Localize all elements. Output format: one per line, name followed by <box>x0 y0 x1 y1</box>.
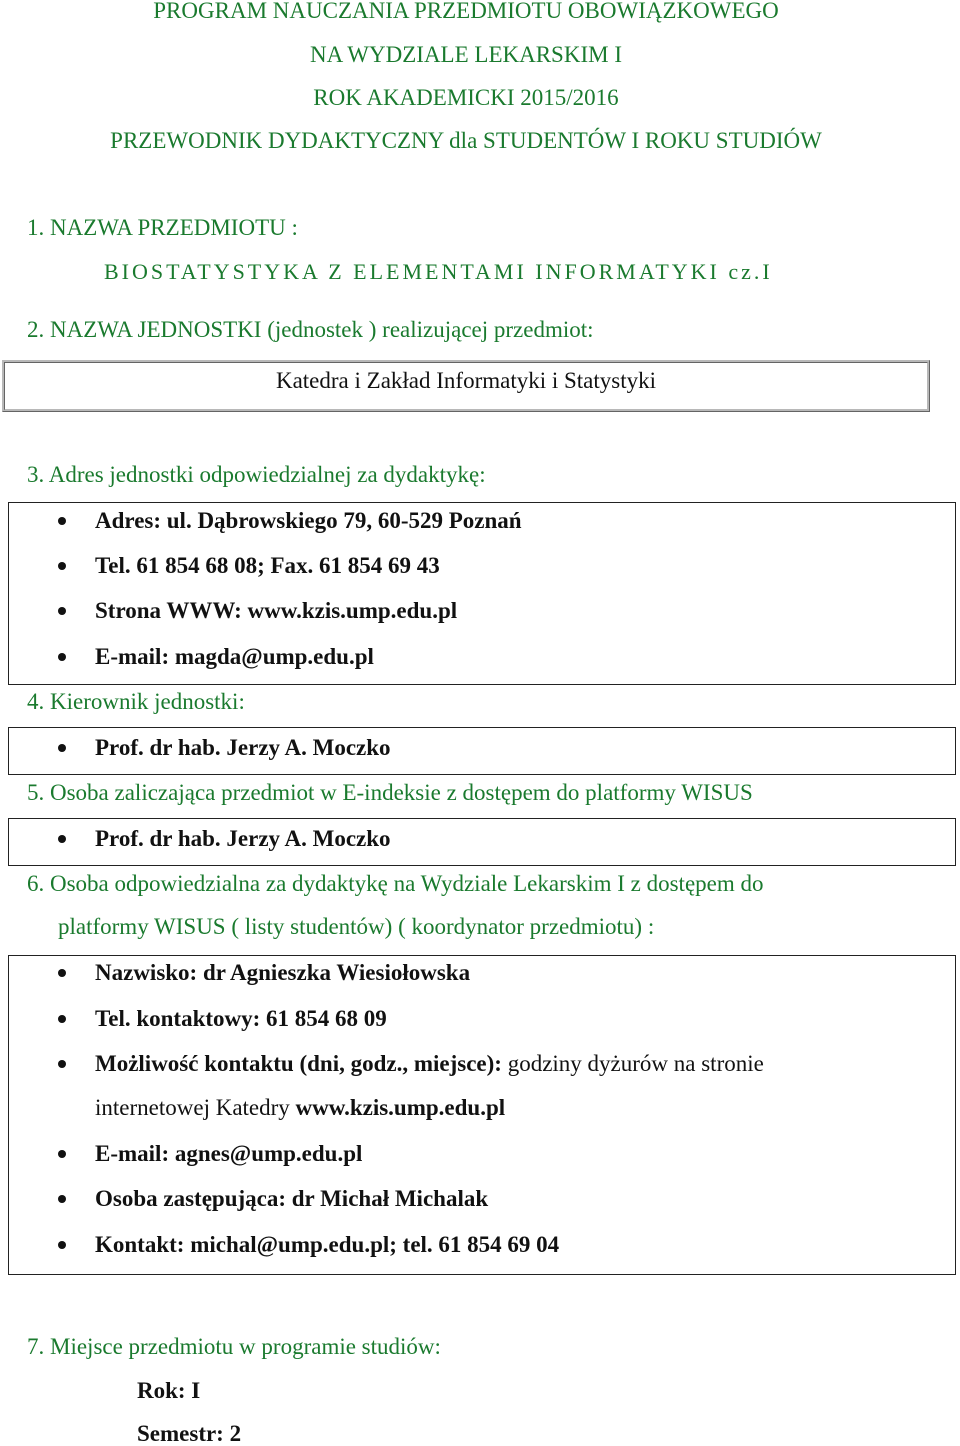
contact-hours-line1 <box>95 1053 764 1075</box>
bullet-icon <box>58 1241 66 1249</box>
section1-heading: 1. NAZWA PRZEDMIOTU : <box>27 215 298 240</box>
study-year: Rok: I <box>137 1378 201 1403</box>
header-line-3: ROK AKADEMICKI 2015/2016 <box>313 85 619 110</box>
header-line-1: PROGRAM NAUCZANIA PRZEDMIOTU OBOWIĄZKOWEGO <box>153 0 779 23</box>
section6-heading-line1: 6. Osoba odpowiedzialna za dydaktykę na Wydziale Lekarskim I z dostępem do <box>27 871 764 896</box>
section7-heading: 7. Miejsce przedmiotu w programie studiów: <box>27 1334 441 1359</box>
coordinator-name: Nazwisko: dr Agnieszka Wiesiołowska <box>95 960 471 985</box>
contact-hours-line2 <box>95 1097 505 1119</box>
department-website: www.kzis.ump.edu.pl <box>295 1095 506 1120</box>
bullet-icon <box>58 1150 66 1158</box>
email-item: E-mail: magda@ump.edu.pl <box>95 644 374 669</box>
bullet-icon <box>58 744 66 752</box>
header-line-4: PRZEWODNIK DYDAKTYCZNY dla STUDENTÓW I ROKU STUDIÓW <box>110 128 822 153</box>
bullet-icon <box>58 653 66 661</box>
coordinator-phone: Tel. kontaktowy: 61 854 68 09 <box>95 1006 387 1031</box>
bullet-icon <box>58 607 66 615</box>
contact-hours-text-cont: internetowej Katedry <box>95 1095 290 1120</box>
bullet-icon <box>58 562 66 570</box>
bullet-icon <box>58 1015 66 1023</box>
contact-hours-label: Możliwość kontaktu (dni, godz., miejsce): <box>95 1051 502 1076</box>
contact-hours-text: godziny dyżurów na stronie <box>507 1051 764 1076</box>
bullet-icon <box>58 517 66 525</box>
examiner-name: Prof. dr hab. Jerzy A. Moczko <box>95 826 391 851</box>
section3-heading: 3. Adres jednostki odpowiedzialnej za dydaktykę: <box>27 462 486 487</box>
section2-heading: 2. NAZWA JEDNOSTKI (jednostek ) realizującej przedmiot: <box>27 317 594 342</box>
section6-heading-line2: platformy WISUS ( listy studentów) ( koordynator przedmiotu) : <box>58 914 655 939</box>
phone-fax-item: Tel. 61 854 68 08; Fax. 61 854 69 43 <box>95 553 440 578</box>
header-line-2: NA WYDZIALE LEKARSKIM I <box>310 42 622 67</box>
substitute-name: Osoba zastępująca: dr Michał Michalak <box>95 1186 489 1211</box>
address-item: Adres: ul. Dąbrowskiego 79, 60-529 Poznań <box>95 508 522 533</box>
bullet-icon <box>58 1195 66 1203</box>
bullet-icon <box>58 1060 66 1068</box>
substitute-contact: Kontakt: michal@ump.edu.pl; tel. 61 854 69 04 <box>95 1232 560 1257</box>
section4-heading: 4. Kierownik jednostki: <box>27 689 245 714</box>
bullet-icon <box>58 835 66 843</box>
semester: Semestr: 2 <box>137 1421 242 1446</box>
coordinator-email: E-mail: agnes@ump.edu.pl <box>95 1141 363 1166</box>
subject-name: BIOSTATYSTYKA Z ELEMENTAMI INFORMATYKI cz.I <box>104 259 773 284</box>
head-name: Prof. dr hab. Jerzy A. Moczko <box>95 735 391 760</box>
unit-name: Katedra i Zakład Informatyki i Statystyki <box>275 368 657 393</box>
website-item: Strona WWW: www.kzis.ump.edu.pl <box>95 598 458 623</box>
section5-heading: 5. Osoba zaliczająca przedmiot w E-indeksie z dostępem do platformy WISUS <box>27 780 753 805</box>
bullet-icon <box>58 969 66 977</box>
